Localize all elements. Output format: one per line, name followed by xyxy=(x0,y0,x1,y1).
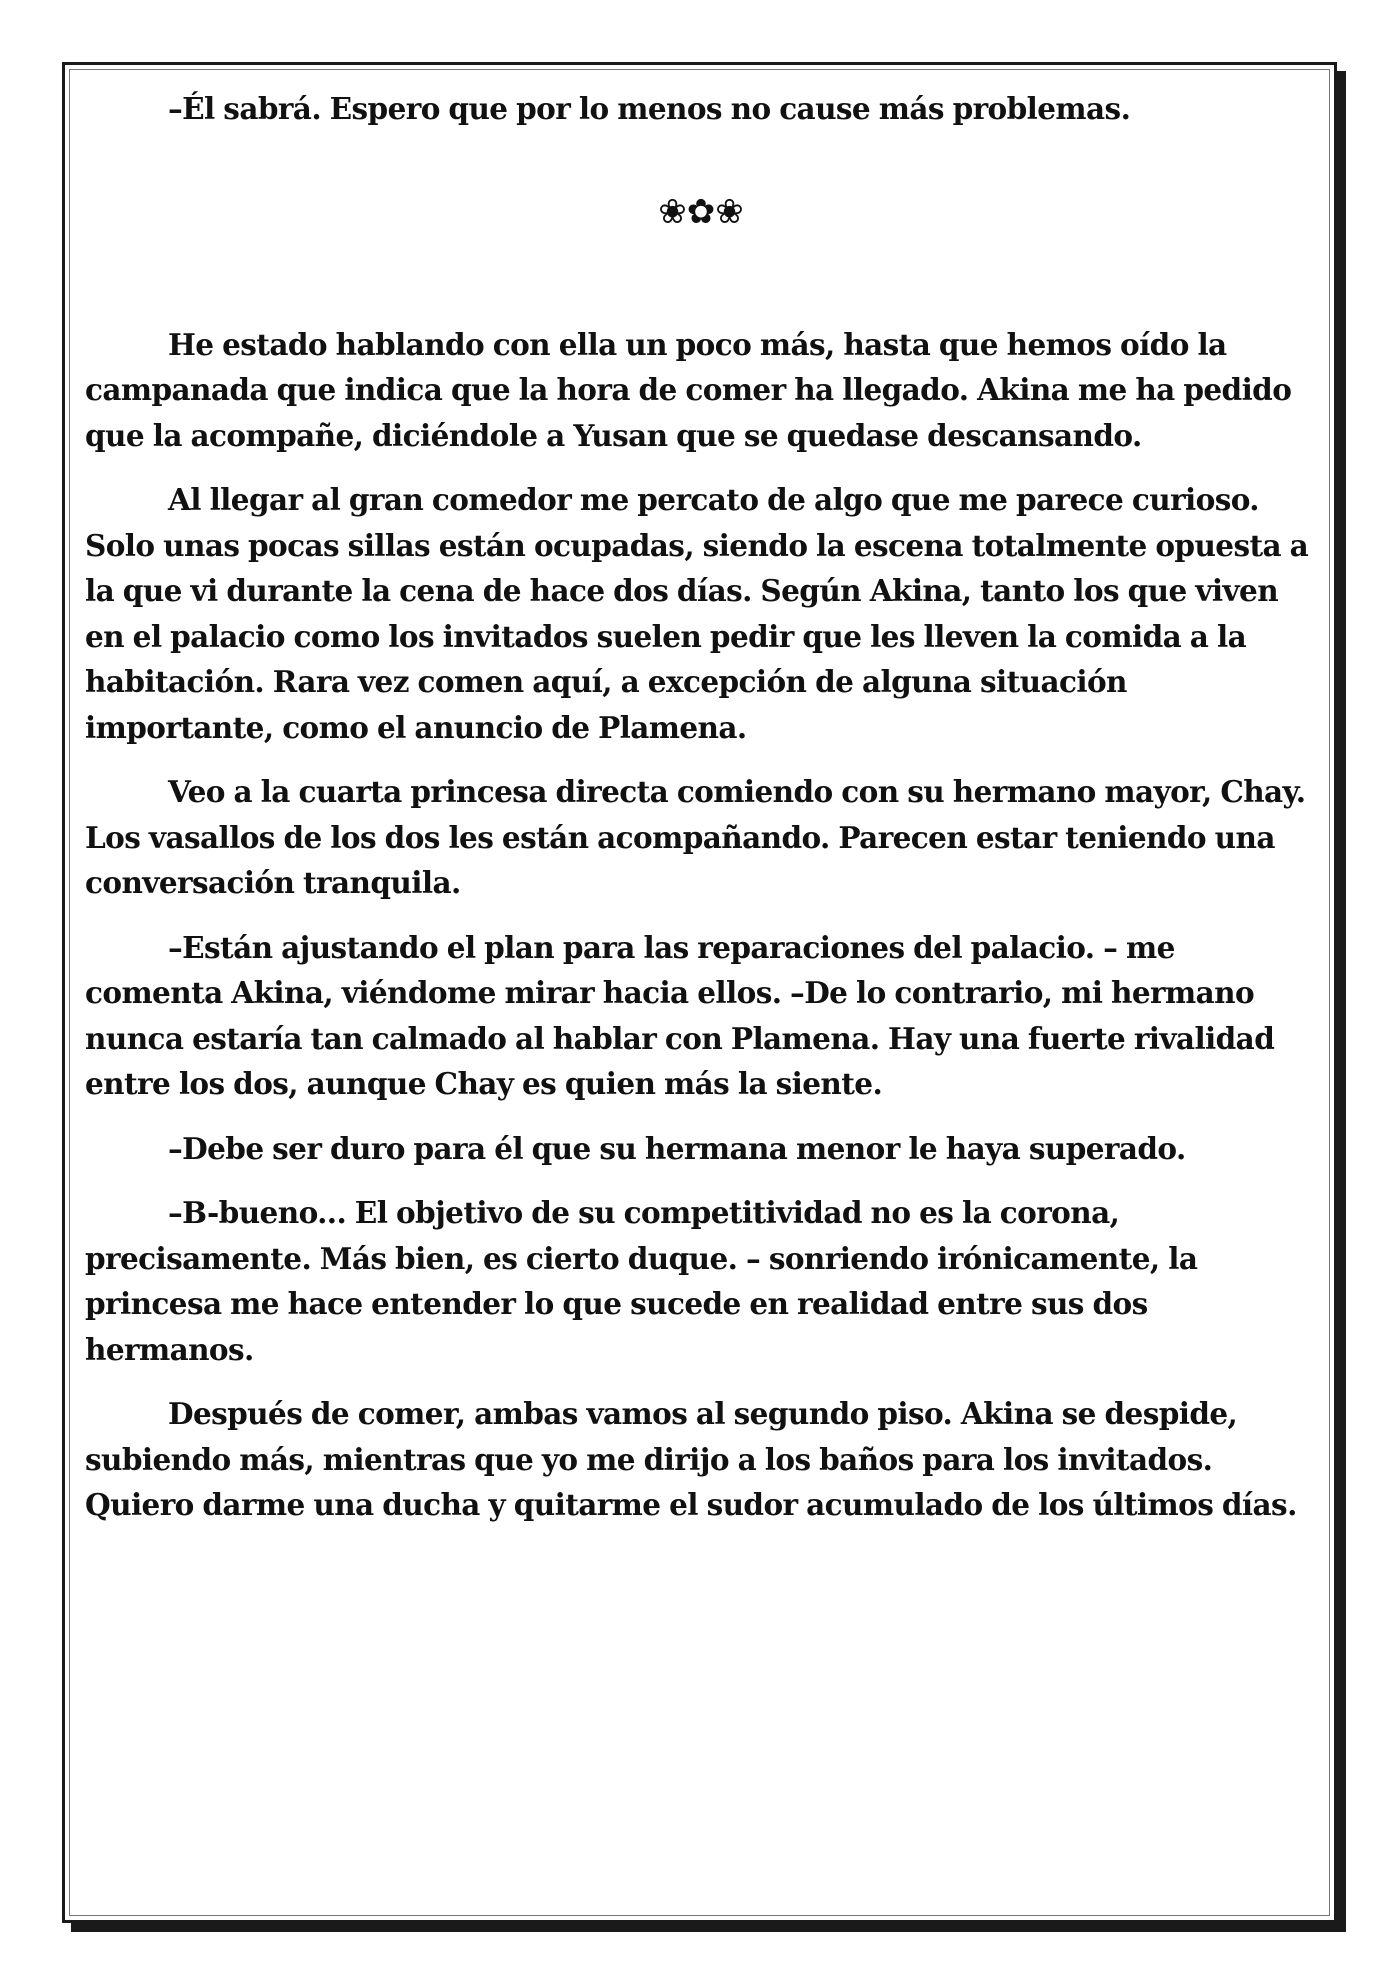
paragraph-1: –Él sabrá. Espero que por lo menos no cause más problemas. xyxy=(168,91,1131,126)
paragraph-5: –Están ajustando el plan para las reparaciones del palacio. – me comenta Akina, viéndome mirar hacia ellos. –De lo contrario, mi hermano nunca estaría tan calmado al hablar con Plamena. Hay una fuerte rivalidad entre los dos, aunque Chay es quien más la siente. xyxy=(85,929,1275,1101)
paragraph-4: Veo a la cuarta princesa directa comiendo con su hermano mayor, Chay. Los vasallos de los dos les están acompañando. Parecen estar teniendo una conversación tranquila. xyxy=(85,774,1306,900)
page-content xyxy=(85,86,1317,1547)
paragraph-8: Después de comer, ambas vamos al segundo piso. Akina se despide, subiendo más, mientras que yo me dirijo a los baños para los invitados. Quiero darme una ducha y quitarme el sudor acumulado de los últimos días. xyxy=(85,1396,1297,1522)
flower-separator-icon: ❀✿❀ xyxy=(658,191,744,232)
page-frame xyxy=(62,62,1337,1923)
paragraph-6: –Debe ser duro para él que su hermana menor le haya superado. xyxy=(168,1130,1186,1166)
paragraph-7: –B-bueno... El objetivo de su competitividad no es la corona, precisamente. Más bien, es cierto duque. – sonriendo irónicamente, la princesa me hace entender lo que sucede en realidad entre sus dos hermanos. xyxy=(85,1195,1198,1367)
paragraph-2: He estado hablando con ella un poco más, hasta que hemos oído la campanada que indica que la hora de comer ha llegado. Akina me ha pedido que la acompañe, diciéndole a Yusan que se quedase descansando. xyxy=(85,326,1292,453)
paragraph-3: Al llegar al gran comedor me percato de algo que me parece curioso. Solo unas pocas sillas están ocupadas, siendo la escena totalmente opuesta a la que vi durante la cena de hace dos días. Según Akina, tanto los que viven en el palacio como los invitados suelen pedir que les lleven la comida a la habitación. Rara vez comen aquí, a excepción de alguna situación importante, como el anuncio de Plamena. xyxy=(85,482,1309,745)
